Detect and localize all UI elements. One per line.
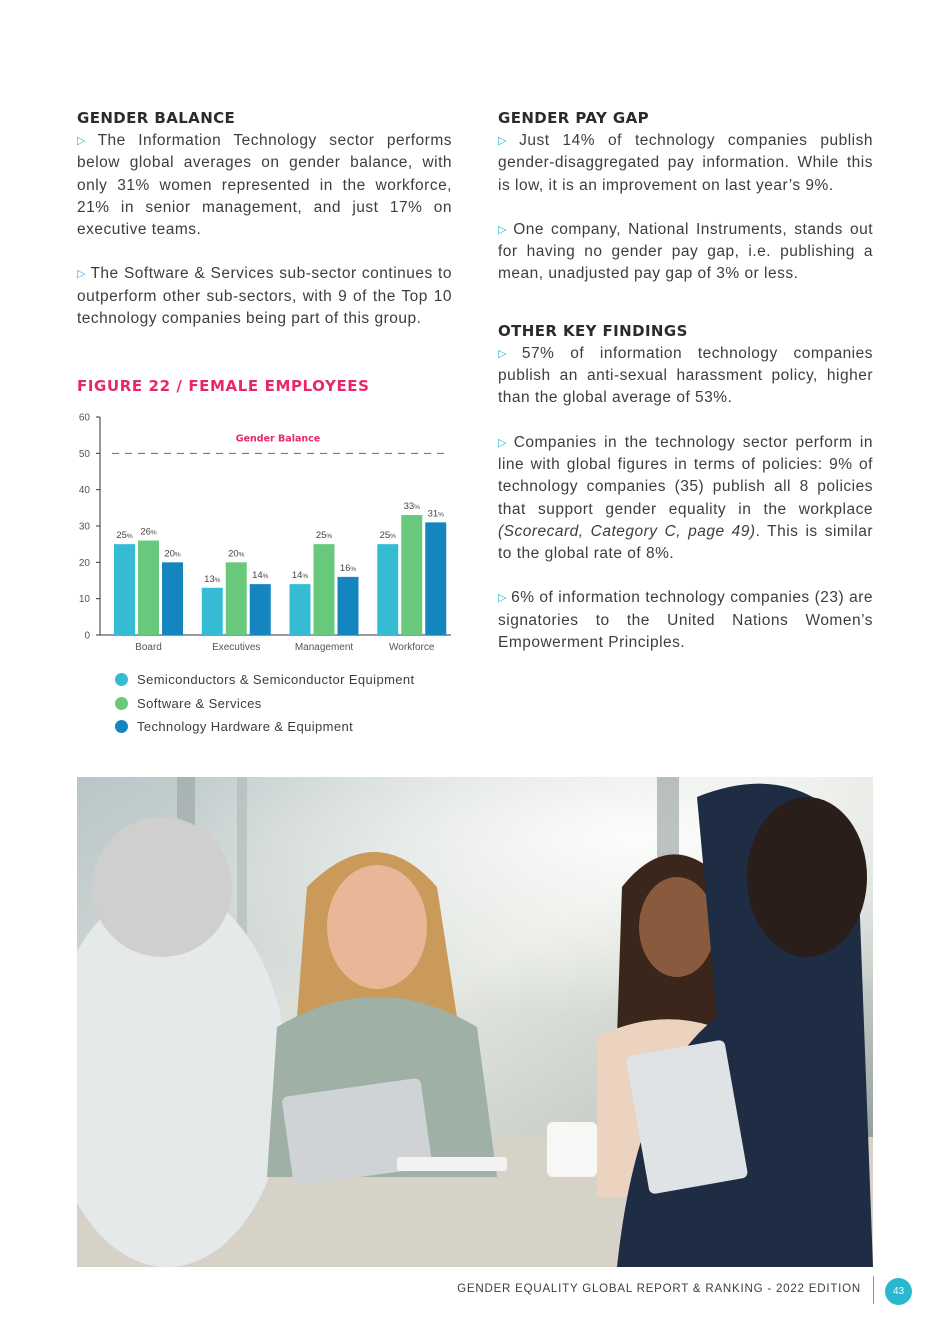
bar-workforce-series-1 xyxy=(401,515,422,635)
gender-balance-paragraph-2: ▷ The Software & Services sub-sector continues to outperform other sub-sectors, with 9 of the Top 10 technology companies being part of this group. xyxy=(77,265,452,328)
bar-management-series-1 xyxy=(314,544,335,635)
left-column xyxy=(77,108,452,330)
bar-value-label: 31% xyxy=(427,508,444,520)
findings-paragraph-2: ▷ Companies in the technology sector perform in line with global figures in terms of policies: 9% of technology companies (35) publish all 8 policies that support gender equality in the workplace (Scorecard, Category C, page 49). This is similar to the global rate of 8%. xyxy=(498,433,873,563)
bar-executives-series-0 xyxy=(202,588,223,635)
photo-illustration xyxy=(77,777,873,1267)
legend-swatch xyxy=(115,697,128,710)
x-tick-label: Board xyxy=(135,642,162,653)
y-tick-label: 30 xyxy=(78,521,90,533)
y-tick-label: 0 xyxy=(84,630,90,642)
y-tick-label: 60 xyxy=(78,412,90,424)
gender-balance-paragraph-1: ▷ The Information Technology sector performs below global averages on gender balance, with only 31% women represented in the workforce, 21% in senior management, and just 17% on executive teams. xyxy=(77,132,452,239)
findings-paragraph-1: ▷ 57% of information technology companies publish an anti-sexual harassment policy, higher than the global average of 53%. xyxy=(498,344,874,407)
bar-value-label: 25% xyxy=(315,530,333,542)
bar-value-label: 25% xyxy=(116,530,133,542)
bullet-arrow-icon: ▷ xyxy=(498,592,508,605)
bullet-arrow-icon: ▷ xyxy=(498,223,510,236)
gender-pay-gap-heading: GENDER PAY GAP xyxy=(498,109,649,127)
footer-divider xyxy=(873,1276,874,1304)
bullet-arrow-icon: ▷ xyxy=(498,347,518,360)
office-meeting-photo xyxy=(77,777,873,1267)
y-tick-label: 20 xyxy=(78,557,90,569)
legend-swatch xyxy=(115,673,128,686)
right-column xyxy=(498,108,873,654)
figure-title: FIGURE 22 / FEMALE EMPLOYEES xyxy=(77,377,370,395)
bar-value-label: 25% xyxy=(379,530,396,542)
other-key-findings-heading: OTHER KEY FINDINGS xyxy=(498,321,688,340)
legend-item-semiconductors: Semiconductors & Semiconductor Equipment xyxy=(115,668,415,692)
bar-value-label: 16% xyxy=(339,562,357,574)
bullet-arrow-icon: ▷ xyxy=(498,135,516,147)
x-tick-label: Workforce xyxy=(389,642,435,653)
x-tick-label: Executives xyxy=(212,642,261,653)
bar-value-label: 13% xyxy=(204,573,221,585)
bar-board-series-0 xyxy=(114,544,135,635)
findings-paragraph-3: ▷ 6% of information technology companies (23) are signatories to the United Nations Women’s Empowerment Principles. xyxy=(498,589,873,652)
bullet-arrow-icon: ▷ xyxy=(77,268,87,281)
y-tick-label: 40 xyxy=(78,485,90,497)
legend-swatch xyxy=(115,720,128,733)
bar-value-label: 20% xyxy=(228,548,245,560)
reference-line-label: Gender Balance xyxy=(235,433,321,445)
bar-board-series-1 xyxy=(138,541,159,635)
bar-board-series-2 xyxy=(162,562,183,635)
pay-gap-paragraph-2: ▷ One company, National Instruments, stands out for having no gender pay gap, i.e. publishing a mean, unadjusted pay gap of 3% or less. xyxy=(498,220,873,283)
legend-item-software: Software & Services xyxy=(115,692,415,716)
bar-workforce-series-0 xyxy=(377,544,398,635)
bar-value-label: 26% xyxy=(140,526,157,538)
chart-legend xyxy=(115,668,415,739)
female-employees-bar-chart xyxy=(70,405,460,660)
bar-value-label: 20% xyxy=(164,548,181,560)
bullet-arrow-icon: ▷ xyxy=(498,436,510,449)
bar-executives-series-2 xyxy=(250,584,271,635)
bar-executives-series-1 xyxy=(226,562,247,635)
pay-gap-paragraph-1: ▷ Just 14% of technology companies publish gender-disaggregated pay information. While this is low, it is an improvement on last year’s 9%. xyxy=(498,132,873,194)
bar-value-label: 14% xyxy=(252,570,269,582)
bar-workforce-series-2 xyxy=(425,522,446,635)
y-tick-label: 10 xyxy=(78,594,90,606)
legend-item-hardware: Technology Hardware & Equipment xyxy=(115,715,415,739)
y-tick-label: 50 xyxy=(78,448,90,460)
footer-report-title: GENDER EQUALITY GLOBAL REPORT & RANKING - 2022 EDITION xyxy=(457,1283,861,1295)
page-number-badge: 43 xyxy=(885,1278,912,1305)
bar-value-label: 33% xyxy=(403,501,420,513)
bar-value-label: 14% xyxy=(291,570,309,582)
x-tick-label: Management xyxy=(294,642,354,653)
bar-management-series-0 xyxy=(290,584,311,635)
bullet-arrow-icon: ▷ xyxy=(77,135,94,147)
bar-management-series-2 xyxy=(338,577,359,635)
gender-balance-heading: GENDER BALANCE xyxy=(77,109,236,127)
